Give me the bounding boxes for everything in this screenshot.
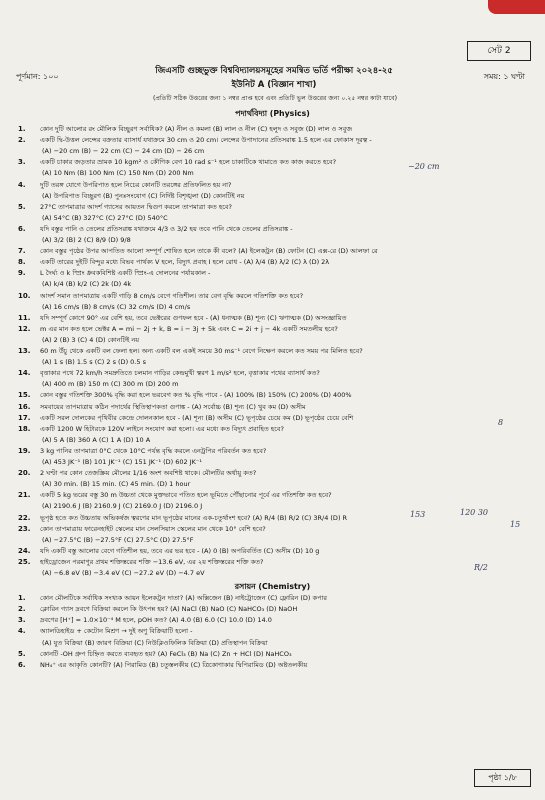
handwritten-note: 120 30 <box>460 508 488 517</box>
question-text: আদর্শ সমান তাপমাত্রায় একটি গাড়ি 8 cm/s বেগে গতিশীল। তার বেগ বৃদ্ধি করলে গতিশক্তি কত হবে? <box>40 291 304 300</box>
question-number: 2. <box>18 605 26 614</box>
question-text: বৃত্তাকার পথে 72 km/h সমদ্রুতিতে চলমান গাড়ির কেন্দ্রমুখী ত্বরণ 1 m/s² হলে, বৃত্তাকার পথের ব্যাসার্ধ কত? <box>40 369 320 378</box>
question-text: একটি 5 kg ভরের বস্তু 30 m উচ্চতা থেকে মুক্তভাবে পতিত হলে ভূমিতে পৌঁছানোর পূর্বে এর গতিশক্তি কত হবে? <box>40 491 332 500</box>
question-text: দ্রবণের [H⁺] = 1.0×10⁻⁴ M হলে, pOH কত? (A) 4.0 (B) 6.0 (C) 10.0 (D) 14.0 <box>40 616 272 625</box>
question-text: 27°C তাপমাত্রার আদর্শ গ্যাসের আয়তন দ্বিগুণ করলে তাপমাত্রা কত হবে? <box>40 202 232 211</box>
question-number: 21. <box>18 491 31 500</box>
handwritten-note: −20 cm <box>408 162 440 171</box>
question-number: 8. <box>18 258 26 267</box>
question-number: 4. <box>18 180 26 189</box>
options-text: (A) যুত বিক্রিয়া (B) জারণ বিক্রিয়া (C) নিউক্লিওফিলিক বিক্রিয়া (D) প্রতিস্থাপন বিক্রিয়া <box>42 638 268 647</box>
handwritten-note: R/2 <box>474 563 488 572</box>
options-text: (A) 400 m (B) 150 m (C) 300 m (D) 200 m <box>42 380 179 389</box>
options-text: (A) 2190.6 J (B) 2160.9 J (C) 2169.0 J (D) 2196.0 J <box>42 502 203 511</box>
question-text: m এর মান কত হলে ভেক্টর A = mi − 2j + k, B = i − 3j + 5k এবং C = 2i + j − 4k একটি সমতলীয় হবে? <box>40 324 338 333</box>
question-text: একটি তারের দুইটি বিন্দুর মধ্যে বিভব পার্থক্য V হলে, বিদ্যুৎ প্রবাহ I হলে রোধ - (A) λ/4 (B) λ/2 (C) λ (D) 2λ <box>40 258 330 267</box>
question-text: ভূপৃষ্ঠ হতে কত উচ্চতায় অভিকর্ষজ ত্বরণের মান ভূপৃষ্ঠের মানের এক-চতুর্থাংশ হবে? (A) R/4 (B) R/2 (C) 3R/4 (D) R <box>40 513 348 522</box>
exam-title: জিএসটি গুচ্ছভুক্ত বিশ্ববিদ্যালয়সমূহের সমন্বিত ভর্তি পরীক্ষা ২০২৪-২৫ <box>155 66 393 76</box>
question-text: একটি চাকার জড়তার ভ্রামক 10 kgm² ও কৌণিক বেগ 10 rad s⁻¹ হলে চাকাটিকে থামাতে কত কাজ করতে হবে? <box>40 158 337 167</box>
question-number: 1. <box>18 594 26 603</box>
question-text: একটি দ্বি-উত্তল লেন্সের বক্রতার ব্যাসার্ধ যথাক্রমে 30 cm ও 20 cm। লেন্সের উপাদানের প্রতিসরাঙ্ক 1.5 হলে এর ফোকাস দূরত্ব - <box>40 136 372 145</box>
logo-mark <box>488 0 545 14</box>
options-text: (A) 30 min. (B) 15 min. (C) 45 min. (D) 1 hour <box>42 480 191 489</box>
question-number: 16. <box>18 402 31 411</box>
question-text: ক্লোরিন গ্যাস দ্রবণে বিক্রিয়া করলে কি উৎপন্ন হয়? (A) NaCl (B) NaO (C) NaHCO₃ (D) NaOH <box>40 605 298 614</box>
options-text: (A) 10 Nm (B) 100 Nm (C) 150 Nm (D) 200 Nm <box>42 169 194 178</box>
question-number: 3. <box>18 616 26 625</box>
handwritten-note: 8 <box>498 418 504 427</box>
question-text: কোনটি -OH গ্রুপ চিহ্নিত করতে ব্যবহৃত হয়? (A) FeCl₃ (B) Na (C) Zn + HCl (D) NaHCO₃ <box>40 649 292 658</box>
question-text: যদি বস্তুর পানি ও তেলের প্রতিসরাঙ্ক যথাক্রমে 4/3 ও 3/2 হয় তবে পানি থেকে তেলের প্রতিসরাঙ্ক - <box>40 224 293 233</box>
question-number: 23. <box>18 524 31 533</box>
question-text: কোন বস্তুর গতিশক্তি 300% বৃদ্ধি করা হলে ভরবেগ কত % বৃদ্ধি পাবে - (A) 100% (B) 150% (C) 200% (D) 400% <box>40 391 352 400</box>
question-number: 4. <box>18 627 26 636</box>
question-text: 2 ঘণ্টা পর কোন তেজস্ক্রিয় মৌলের 1/16 অংশ অবশিষ্ট থাকে। মৌলটির অর্ধায়ু কত? <box>40 469 257 478</box>
question-number: 24. <box>18 546 31 555</box>
full-marks: পূর্ণমান: ১০০ <box>16 72 59 81</box>
options-text: (A) 54°C (B) 327°C (C) 27°C (D) 540°C <box>42 213 168 222</box>
question-text: কোন মৌলটিকে সর্বাধিক সংখ্যক আয়ন ইলেকট্রন দাতা? (A) অক্সিজেন (B) নাইট্রোজেন (C) ফ্লোরিন (D) কপার <box>40 594 327 603</box>
question-number: 3. <box>18 158 26 167</box>
question-number: 14. <box>18 369 31 378</box>
question-text: কোন দুটি আলোর রং মৌলিক বিচ্ছুরণ সর্বাধিক? (A) নীল ও কমলা (B) লাল ও নীল (C) হলুদ ও সবুজ (D) লাল ও সবুজ <box>40 125 353 133</box>
question-number: 5. <box>18 649 26 658</box>
question-number: 6. <box>18 224 26 233</box>
options-text: (A) 1 s (B) 1.5 s (C) 2 s (D) 0.5 s <box>42 358 146 367</box>
question-number: 1. <box>18 125 26 133</box>
question-text: একটি 1200 W হিটারকে 120V লাইনে সংযোগ করা হলো। এর মধ্যে কত বিদ্যুৎ প্রবাহিত হবে? <box>40 424 284 433</box>
question-number: 5. <box>18 202 26 211</box>
options-text: (A) 2 (B) 3 (C) 4 (D) কোনটিই নয় <box>42 335 140 344</box>
question-number: 11. <box>18 313 31 322</box>
question-text: যদি সম্পূর্ণ কোণে 90° এর বেশি হয়, তবে ভেক্টরের গুণফল হবে - (A) ধনাত্মক (B) শূন্য (C) ঋণাত্মক (D) অসংজ্ঞায়িত <box>40 313 347 322</box>
question-number: 17. <box>18 413 31 422</box>
options-text: (A) উপরিপাত বিচ্ছুরণ (B) পুনঃসংযোগ (C) নির্দিষ্ট বিশৃঙ্খলা (D) কোনটিই নয় <box>42 191 245 200</box>
question-text: কোন বস্তুর পৃষ্ঠের উপর আপতিত আলো সম্পূর্ণ শোষিত হলে তাকে কী বলে? (A) ইলেকট্রন (B) ফোটন (C) এক্স-রে (D) আলফা রে <box>40 247 378 256</box>
question-number: 20. <box>18 469 31 478</box>
question-text: 60 m উঁচু থেকে একটি বল ফেলা হল। অন্য একটি বল একই সময়ে 30 ms⁻¹ বেগে নিক্ষেপ করলে কত সময় পর মিলিত হবে? <box>40 347 363 355</box>
question-text: যদি একটি বস্তু আলোর বেগে গতিশীল হয়, তবে এর ভর হবে - (A) 0 (B) অপরিবর্তিত (C) অসীম (D) 10 g <box>40 546 320 555</box>
time-allowed: সময়: ১ ঘণ্টা <box>483 72 525 81</box>
question-text: হাইড্রোজেন পরমাণুর প্রথম শক্তিস্তরের শক্তি −13.6 eV, এর ২য় শক্তিস্তরের শক্তি কত? <box>40 557 264 566</box>
question-text: L দৈর্ঘ্য ও k স্প্রিং ধ্রুবকবিশিষ্ট একটি স্প্রিং-এ দোলনের পর্যায়কাল - <box>40 269 211 278</box>
question-number: 12. <box>18 324 31 333</box>
page-number: পৃষ্ঠা ১/৮ <box>474 769 531 787</box>
physics-heading: পদার্থবিদ্যা (Physics) <box>235 109 310 118</box>
question-text: 3 kg পানির তাপমাত্রা 0°C থেকে 10°C পর্যন্ত বৃদ্ধি করলে এনট্রপির পরিবর্তন কত হবে? <box>40 446 267 455</box>
set-label: সেট 2 <box>467 41 531 61</box>
question-number: 19. <box>18 446 31 455</box>
options-text: (A) −6.8 eV (B) −3.4 eV (C) −27.2 eV (D) −4.7 eV <box>42 569 205 577</box>
question-text: NH₄⁺ এর আকৃতি কোনটি? (A) পিরামিড (B) চতুস্তলকীয় (C) ত্রিকোণাকার দ্বিপিরামিড (D) অষ্টতলকীয় <box>40 660 308 669</box>
question-text: সমবায়ের তাপমাত্রায় কঠিন পদার্থের স্থিতিস্থাপকতা গুণাঙ্ক - (A) সর্বোচ্চ (B) শূন্য (C) খুব কম (D) অসীম <box>40 402 306 411</box>
options-text: (A) 453 JK⁻¹ (B) 101 JK⁻¹ (C) 151 JK⁻¹ (D) 602 JK⁻¹ <box>42 458 202 466</box>
options-text: (A) 5 A (B) 360 A (C) 1 A (D) 10 A <box>42 435 151 444</box>
handwritten-note: 15 <box>510 520 521 529</box>
question-number: 7. <box>18 247 26 256</box>
question-number: 18. <box>18 424 31 433</box>
question-number: 25. <box>18 557 31 566</box>
options-text: (A) −27.5°C (B) −27.5°F (C) 27.5°C (D) 27.5°F <box>42 535 194 544</box>
question-text: অ্যালডিহাইড + কেটোন মিশ্রণ → দুই অণু বিক্রিয়াটি হলো - <box>40 627 193 636</box>
question-text: একটি সরল দোলকের পৃথিবীর কেন্দ্রে দোলনকাল হবে - (A) শূন্য (B) অসীম (C) ভূপৃষ্ঠের চেয়ে কম (D) ভূপৃষ্ঠের চেয়ে বেশি <box>40 413 354 422</box>
handwritten-note: 153 <box>410 510 426 519</box>
options-text: (A) −20 cm (B) − 22 cm (C) − 24 cm (D) − 26 cm <box>42 147 205 156</box>
question-number: 9. <box>18 269 26 278</box>
question-number: 13. <box>18 347 31 355</box>
question-number: 22. <box>18 513 31 522</box>
options-text: (A) 16 cm/s (B) 8 cm/s (C) 32 cm/s (D) 4 cm/s <box>42 302 191 311</box>
chemistry-heading: রসায়ন (Chemistry) <box>234 582 311 592</box>
question-number: 15. <box>18 391 31 400</box>
question-number: 10. <box>18 291 31 300</box>
question-number: 2. <box>18 136 26 145</box>
question-text: দুটি তরঙ্গ যোগে উপরিপাত হলে নিচের কোনটি তরঙ্গের প্রতিফলিত হয় না? <box>40 180 232 189</box>
unit-title: ইউনিট A (বিজ্ঞান শাখা) <box>231 80 317 90</box>
question-number: 6. <box>18 660 26 669</box>
marking-instructions: (প্রতিটি সঠিক উত্তরের জন্য ১ নম্বর প্রাপ্ত হবে এবং প্রতিটি ভুল উত্তরের জন্য ০.২৫ নম্বর কাটা যাবে) <box>152 95 398 102</box>
question-text: কোন তাপমাত্রায় ফারেনহাইট স্কেলের মান সেলসিয়াস স্কেলের মান থেকে 10° বেশি হবে? <box>40 524 266 533</box>
options-text: (A) 3/2 (B) 2 (C) 8/9 (D) 9/8 <box>42 236 131 244</box>
options-text: (A) k/4 (B) k/2 (C) 2k (D) 4k <box>42 280 132 289</box>
